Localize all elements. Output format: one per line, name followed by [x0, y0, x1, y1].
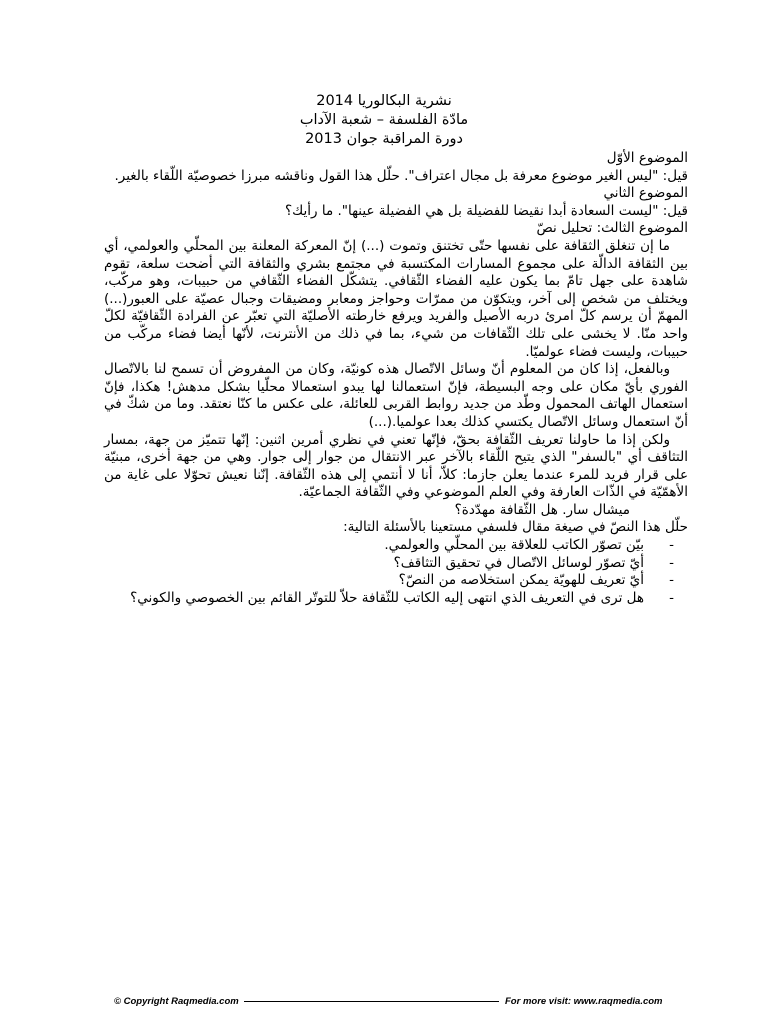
list-bullet: -: [669, 572, 674, 589]
text-paragraph-1: ما إن تنغلق الثقافة على نفسها حتّى تختنق وتموت (...) إنّ المعركة المعلنة بين المحلّي والعولمي، أي بين الثقافة الدالّة على مجموع المسارات المكتسبة في مجتمع بشري والثقافة التي أضحت سلعة، تقوم شاهدة على جهل تامّ بما يكون عليه الفضاء الثّقافي. يتشكّل الفضاء الثّقافي من حبيبات، وهو مركّب، ويختلف من شخص إلى آخر، ويتكوّن من ممرّات وحواجز ومعابر ومضيقات وجبال عصيّة على العبور(...) المهمّ أن يرسم كلّ امرئ دربه الأصيل والفريد ويرفع خارطته الأصليّة التي تعبّر عن الفرادة الثّقافيّة لكلّ واحد منّا. لا يخشى على تلك الثّقافات من شيء، بما في ذلك من الأنترنت، لأنّها أيضا فضاء مركّب من حبيبات، وليست فضاء عولميّا.: [104, 237, 688, 360]
text-paragraph-3: ولكن إذا ما حاولنا تعريف الثّقافة بحقّ، فإنّها تعني في نظري أمرين اثنين: إنّها تتميّز من جهة، بمسار التثاقف أي "بالسفر" الذي يتيح اللّقاء بالآخر عبر الانتقال من جوار إلى جوار. وهي من جهة أخرى، مبنيّة على قرار فريد للمرء عندما يعلن جازما: كلاّ، أنا لا أنتمي إلى هذه الثّقافة. إنّنا نعيش تحوّلا على غاية من الأهمّيّة في الذّات العارفة وفي العلم الموضوعي وفي الثّقافة الجماعيّة.: [104, 431, 688, 501]
question-text: أيّ تعريف للهويّة يمكن استخلاصه من النصّ؟: [398, 572, 644, 589]
header-session: دورة المراقبة جوان 2013: [305, 131, 463, 147]
list-bullet: -: [669, 554, 674, 571]
list-item: [104, 555, 688, 573]
list-bullet: -: [669, 589, 674, 606]
text-paragraph-2: وبالفعل، إذا كان من المعلوم أنّ وسائل الاتّصال هذه كونيّة، وكان من المفروض أن تسمح لنا بالاتّصال الفوري بأيّ مكان على وجه البسيطة، فإنّ استعمالنا لها يبدو استعمالا محلّيا بشكل مدهش! هكذا، فإنّ استعمال الهاتف المحمول وطّد من جديد روابط القربى للعائلة، على عكس ما كنّا نعتقد. وما من شكّ في أنّ استعمال وسائل الاتّصال يكتسي كذلك بعدا عولميا.(...): [104, 361, 688, 430]
question-text: أيّ تصوّر لوسائل الاتّصال في تحقيق التثاقف؟: [393, 554, 644, 571]
header-exam-title: نشرية البكالوريا 2014: [316, 93, 452, 109]
document-body: [104, 150, 688, 607]
subject1-title: الموضوع الأوّل: [606, 150, 688, 166]
list-item: [104, 590, 688, 608]
footer-divider: [244, 1001, 499, 1002]
header-subject: مادّة الفلسفة – شعبة الآداب: [299, 112, 469, 128]
subject3-title: الموضوع الثالث: تحليل نصّ: [536, 220, 688, 237]
page-footer: [114, 996, 674, 1007]
list-bullet: -: [669, 537, 674, 554]
text-author-source: ميشال سار. هل الثّقافة مهدّدة؟: [454, 501, 630, 518]
document-header: [0, 92, 768, 149]
list-item: [104, 537, 688, 555]
subject1-text: قيل: "ليس الغير موضوع معرفة بل مجال اعتراف". حلّل هذا القول وناقشه مبرزا خصوصيّة اللّقاء بالغير.: [114, 167, 688, 184]
question-text: هل ترى في التعريف الذي انتهى إليه الكاتب للثّقافة حلاّ للتوتّر القائم بين الخصوصي والكوني؟: [130, 589, 644, 606]
footer-website-link[interactable]: For more visit: www.raqmedia.com: [505, 996, 663, 1007]
subject2-title: الموضوع الثاني: [603, 185, 688, 202]
list-item: [104, 572, 688, 590]
guiding-questions-list: [104, 537, 688, 607]
question-text: بيّن تصوّر الكاتب للعلاقة بين المحلّي والعولمي.: [384, 537, 644, 554]
footer-copyright: © Copyright Raqmedia.com: [114, 996, 239, 1007]
subject2-text: قيل: "ليست السعادة أبدا نقيضا للفضيلة بل هي الفضيلة عينها". ما رأيك؟: [284, 202, 688, 219]
analysis-instruction: حلّل هذا النصّ في صيغة مقال فلسفي مستعينا بالأسئلة التالية:: [343, 519, 688, 536]
